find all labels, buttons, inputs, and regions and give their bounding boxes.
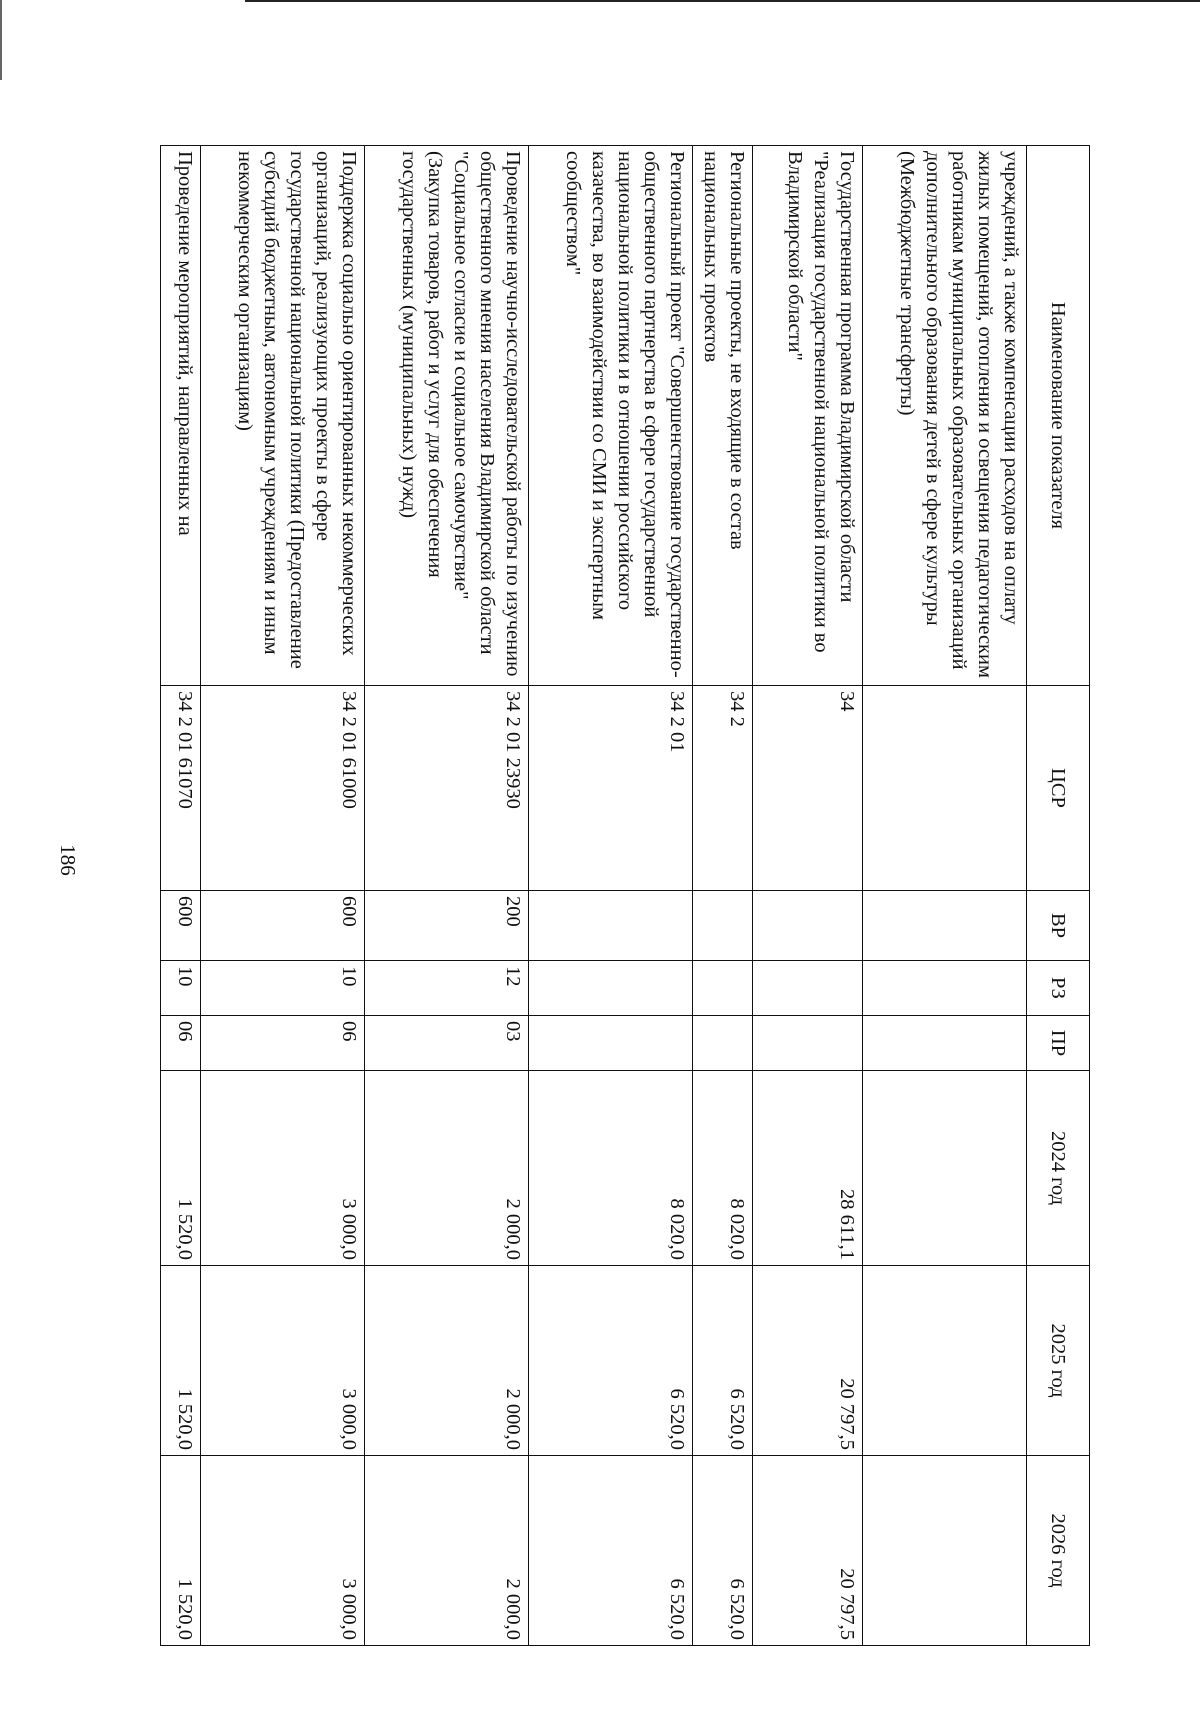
row-2026: 6 520,0: [529, 1456, 693, 1646]
row-csr: 34 2 01 23930: [364, 686, 528, 891]
row-csr: 34 2 01: [529, 686, 693, 891]
budget-table: [160, 145, 1090, 1646]
row-rz: [529, 961, 693, 1016]
row-vr: 600: [161, 891, 201, 961]
row-2026: 1 520,0: [161, 1456, 201, 1646]
row-2024: 2 000,0: [364, 1071, 528, 1266]
row-2025: 6 520,0: [693, 1266, 752, 1456]
header-pr: ПР: [1027, 1016, 1090, 1071]
row-csr: 34: [752, 686, 862, 891]
row-pr: [752, 1016, 862, 1071]
row-2025: 20 797,5: [752, 1266, 862, 1456]
row-name: учреждений, а также компенсации расходов на оплату жилых помещений, отопления и освещения педагогическим работникам муниципальных образовательных организаций дополнительного образования детей в сфере культуры (Межбюджетные трансферты): [862, 146, 1026, 686]
row-name: Проведение научно-исследовательской работы по изучению общественного мнения населения Владимирской области "Социальное согласие и социальное самочувствие" (Закупка товаров, работ и услуг для обеспечения государственных (муниципальных) нужд): [364, 146, 528, 686]
row-name: Региональный проект "Совершенствование государственно-общественного партнерства в сфере государственной национальной политики и в отношении российского казачества, во взаимодействии со СМИ и экспертным сообществом": [529, 146, 693, 686]
row-name: Государственная программа Владимирской области "Реализация государственной национальной политики во Владимирской области": [752, 146, 862, 686]
scan-edge-left: [0, 0, 2, 80]
row-csr: 34 2: [693, 686, 752, 891]
row-2024: 28 611,1: [752, 1071, 862, 1266]
row-vr: [752, 891, 862, 961]
table-row: [862, 146, 1026, 1646]
table-row: [693, 146, 752, 1646]
row-rz: 10: [161, 961, 201, 1016]
table-row: [364, 146, 528, 1646]
row-2024: [862, 1071, 1026, 1266]
row-pr: 03: [364, 1016, 528, 1071]
header-2026: 2026 год: [1027, 1456, 1090, 1646]
header-csr: ЦСР: [1027, 686, 1090, 891]
row-rz: [862, 961, 1026, 1016]
row-vr: 600: [200, 891, 364, 961]
header-vr: ВР: [1027, 891, 1090, 961]
scan-edge-top: [245, 0, 1200, 2]
row-rz: 12: [364, 961, 528, 1016]
row-pr: 06: [161, 1016, 201, 1071]
row-2025: 6 520,0: [529, 1266, 693, 1456]
header-rz: РЗ: [1027, 961, 1090, 1016]
budget-table-container: [160, 145, 1090, 1645]
row-rz: [693, 961, 752, 1016]
row-pr: [693, 1016, 752, 1071]
row-name: Поддержка социально ориентированных некоммерческих организаций, реализующих проекты в сфере государственной национальной политики (Предоставление субсидий бюджетным, автономным учреждениям и иным некоммерческим организациям): [200, 146, 364, 686]
table-row: [752, 146, 862, 1646]
row-2025: [862, 1266, 1026, 1456]
table-row: [161, 146, 201, 1646]
header-2025: 2025 год: [1027, 1266, 1090, 1456]
row-2026: 20 797,5: [752, 1456, 862, 1646]
row-2024: 3 000,0: [200, 1071, 364, 1266]
table-row: [200, 146, 364, 1646]
row-name: Региональные проекты, не входящие в состав национальных проектов: [693, 146, 752, 686]
row-csr: 34 2 01 61000: [200, 686, 364, 891]
row-pr: 06: [200, 1016, 364, 1071]
row-name: Проведение мероприятий, направленных на: [161, 146, 201, 686]
row-vr: [693, 891, 752, 961]
row-2024: 1 520,0: [161, 1071, 201, 1266]
row-vr: 200: [364, 891, 528, 961]
row-vr: [862, 891, 1026, 961]
header-2024: 2024 год: [1027, 1071, 1090, 1266]
rotated-table-frame: [160, 145, 1090, 1645]
header-name: Наименование показателя: [1027, 146, 1090, 686]
row-vr: [529, 891, 693, 961]
row-2026: 2 000,0: [364, 1456, 528, 1646]
row-pr: [862, 1016, 1026, 1071]
table-row: [529, 146, 693, 1646]
row-2024: 8 020,0: [693, 1071, 752, 1266]
table-header-row: [1027, 146, 1090, 1646]
row-2025: 3 000,0: [200, 1266, 364, 1456]
page-number: 186: [56, 844, 80, 876]
row-2024: 8 020,0: [529, 1071, 693, 1266]
row-2026: 6 520,0: [693, 1456, 752, 1646]
row-rz: [752, 961, 862, 1016]
row-csr: 34 2 01 61070: [161, 686, 201, 891]
row-csr: [862, 686, 1026, 891]
row-2026: [862, 1456, 1026, 1646]
row-2025: 2 000,0: [364, 1266, 528, 1456]
row-rz: 10: [200, 961, 364, 1016]
row-2026: 3 000,0: [200, 1456, 364, 1646]
row-2025: 1 520,0: [161, 1266, 201, 1456]
row-pr: [529, 1016, 693, 1071]
